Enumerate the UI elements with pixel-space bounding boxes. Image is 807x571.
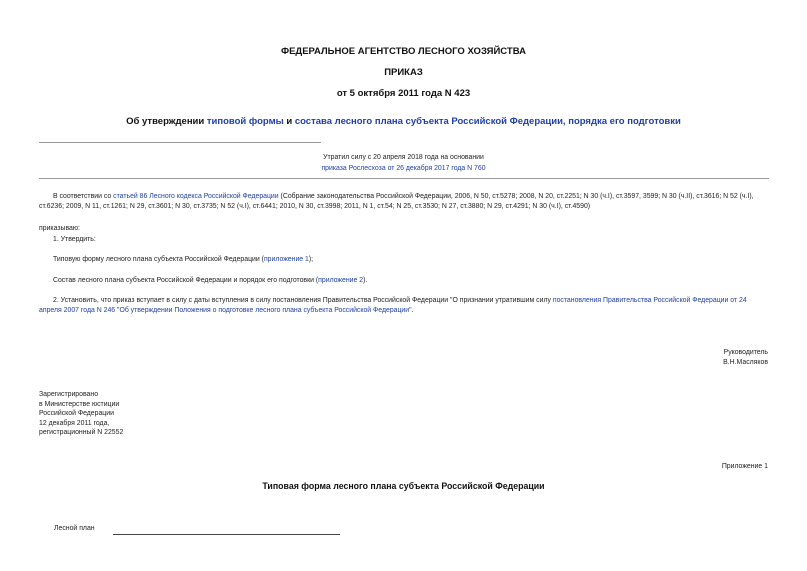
title-link-form[interactable]: типовой формы (206, 116, 284, 127)
item-2-text: 2. Установить, что приказ вступает в силу с даты вступления в силу постановления Правительства Российской Федерации "О признании утратившим силу (53, 297, 553, 304)
title-link-composition[interactable]: состава лесного плана субъекта Российской Федерации, порядка его подготовки (294, 116, 681, 127)
registration-line: Зарегистрировано (39, 391, 99, 398)
agency-name: ФЕДЕРАЛЬНОЕ АГЕНТСТВО ЛЕСНОГО ХОЗЯЙСТВА (280, 46, 526, 57)
forest-plan-label: Лесной план (54, 525, 95, 532)
document-title (0, 116, 807, 127)
order-word: приказываю: (39, 225, 80, 232)
preamble-link[interactable]: статьей 86 Лесного кодекса Российской Федерации (113, 193, 279, 200)
registration-line: регистрационный N 22552 (39, 429, 124, 437)
item-1a (39, 255, 769, 265)
forest-plan-field-line (113, 534, 340, 535)
signature-role: Руководитель (723, 349, 768, 356)
item-1a-text: Типовую форму лесного плана субъекта Российской Федерации ( (53, 256, 264, 263)
item-1b-text: Состав лесного плана субъекта Российской Федерации и порядок его подготовки ( (53, 277, 319, 284)
item-2-end: . (411, 306, 414, 314)
appendix-title: Типовая форма лесного плана субъекта Российской Федерации (262, 481, 545, 491)
title-mid: и (283, 116, 295, 127)
item-1a-end: ); (308, 256, 314, 263)
status-link[interactable]: приказа Рослесхоза от 26 декабря 2017 года N 760 (321, 165, 486, 172)
item-1b (39, 276, 769, 286)
status-link-line (0, 164, 807, 174)
appendix-label: Приложение 1 (721, 463, 768, 470)
signature-name: В.Н.Масляков (723, 359, 768, 366)
appendix-2-link[interactable]: приложение 2 (318, 277, 364, 284)
divider-bottom (39, 178, 769, 179)
appendix-1-link[interactable]: приложение 1 (263, 256, 309, 263)
registration-line: 12 декабря 2011 года, (39, 419, 110, 427)
divider-top (39, 142, 321, 143)
registration-line: Российской Федерации (39, 410, 114, 418)
registration-line: в Министерстве юстиции (39, 400, 120, 408)
document-type: ПРИКАЗ (384, 67, 423, 78)
preamble-paragraph (39, 192, 769, 211)
title-prefix: Об утверждении (126, 116, 207, 127)
status-notice: Утратил силу с 20 апреля 2018 года на основании (323, 154, 484, 161)
preamble-rest: (Собрание законодательства Российской Федерации, 2006, N 50, ст.5278; 2008, N 20, ст.2251; N 30 (ч.I), ст.3597, 3599; N 30 (ч.II), ст.3616; N 52 (ч.I), ст.6236; 2009, N 11, ст.1261; N 29, ст.3601; N 30, ст.3735; N 52 (ч.I), ст.6441; 2010, N 30, ст.3998; 2011, N 1, ст.54; N 25, ст.3530; N 27, ст.3880; N 29, ст.4291; N 30 (ч.I), ст.4590) (39, 193, 754, 210)
item-2 (39, 296, 769, 315)
document-date-number: от 5 октября 2011 года N 423 (336, 88, 471, 99)
preamble-start: В соответствии со (53, 193, 114, 200)
decree-link[interactable]: постановления Правительства Российской Федерации от 24 апреля 2007 года N 246 "Об утверждении Положения о подготовке лесного плана субъекта Российской Федерации" (39, 297, 747, 314)
registration-block (39, 390, 239, 438)
item-1: 1. Утвердить: (53, 236, 96, 243)
item-1b-end: ). (363, 277, 368, 284)
